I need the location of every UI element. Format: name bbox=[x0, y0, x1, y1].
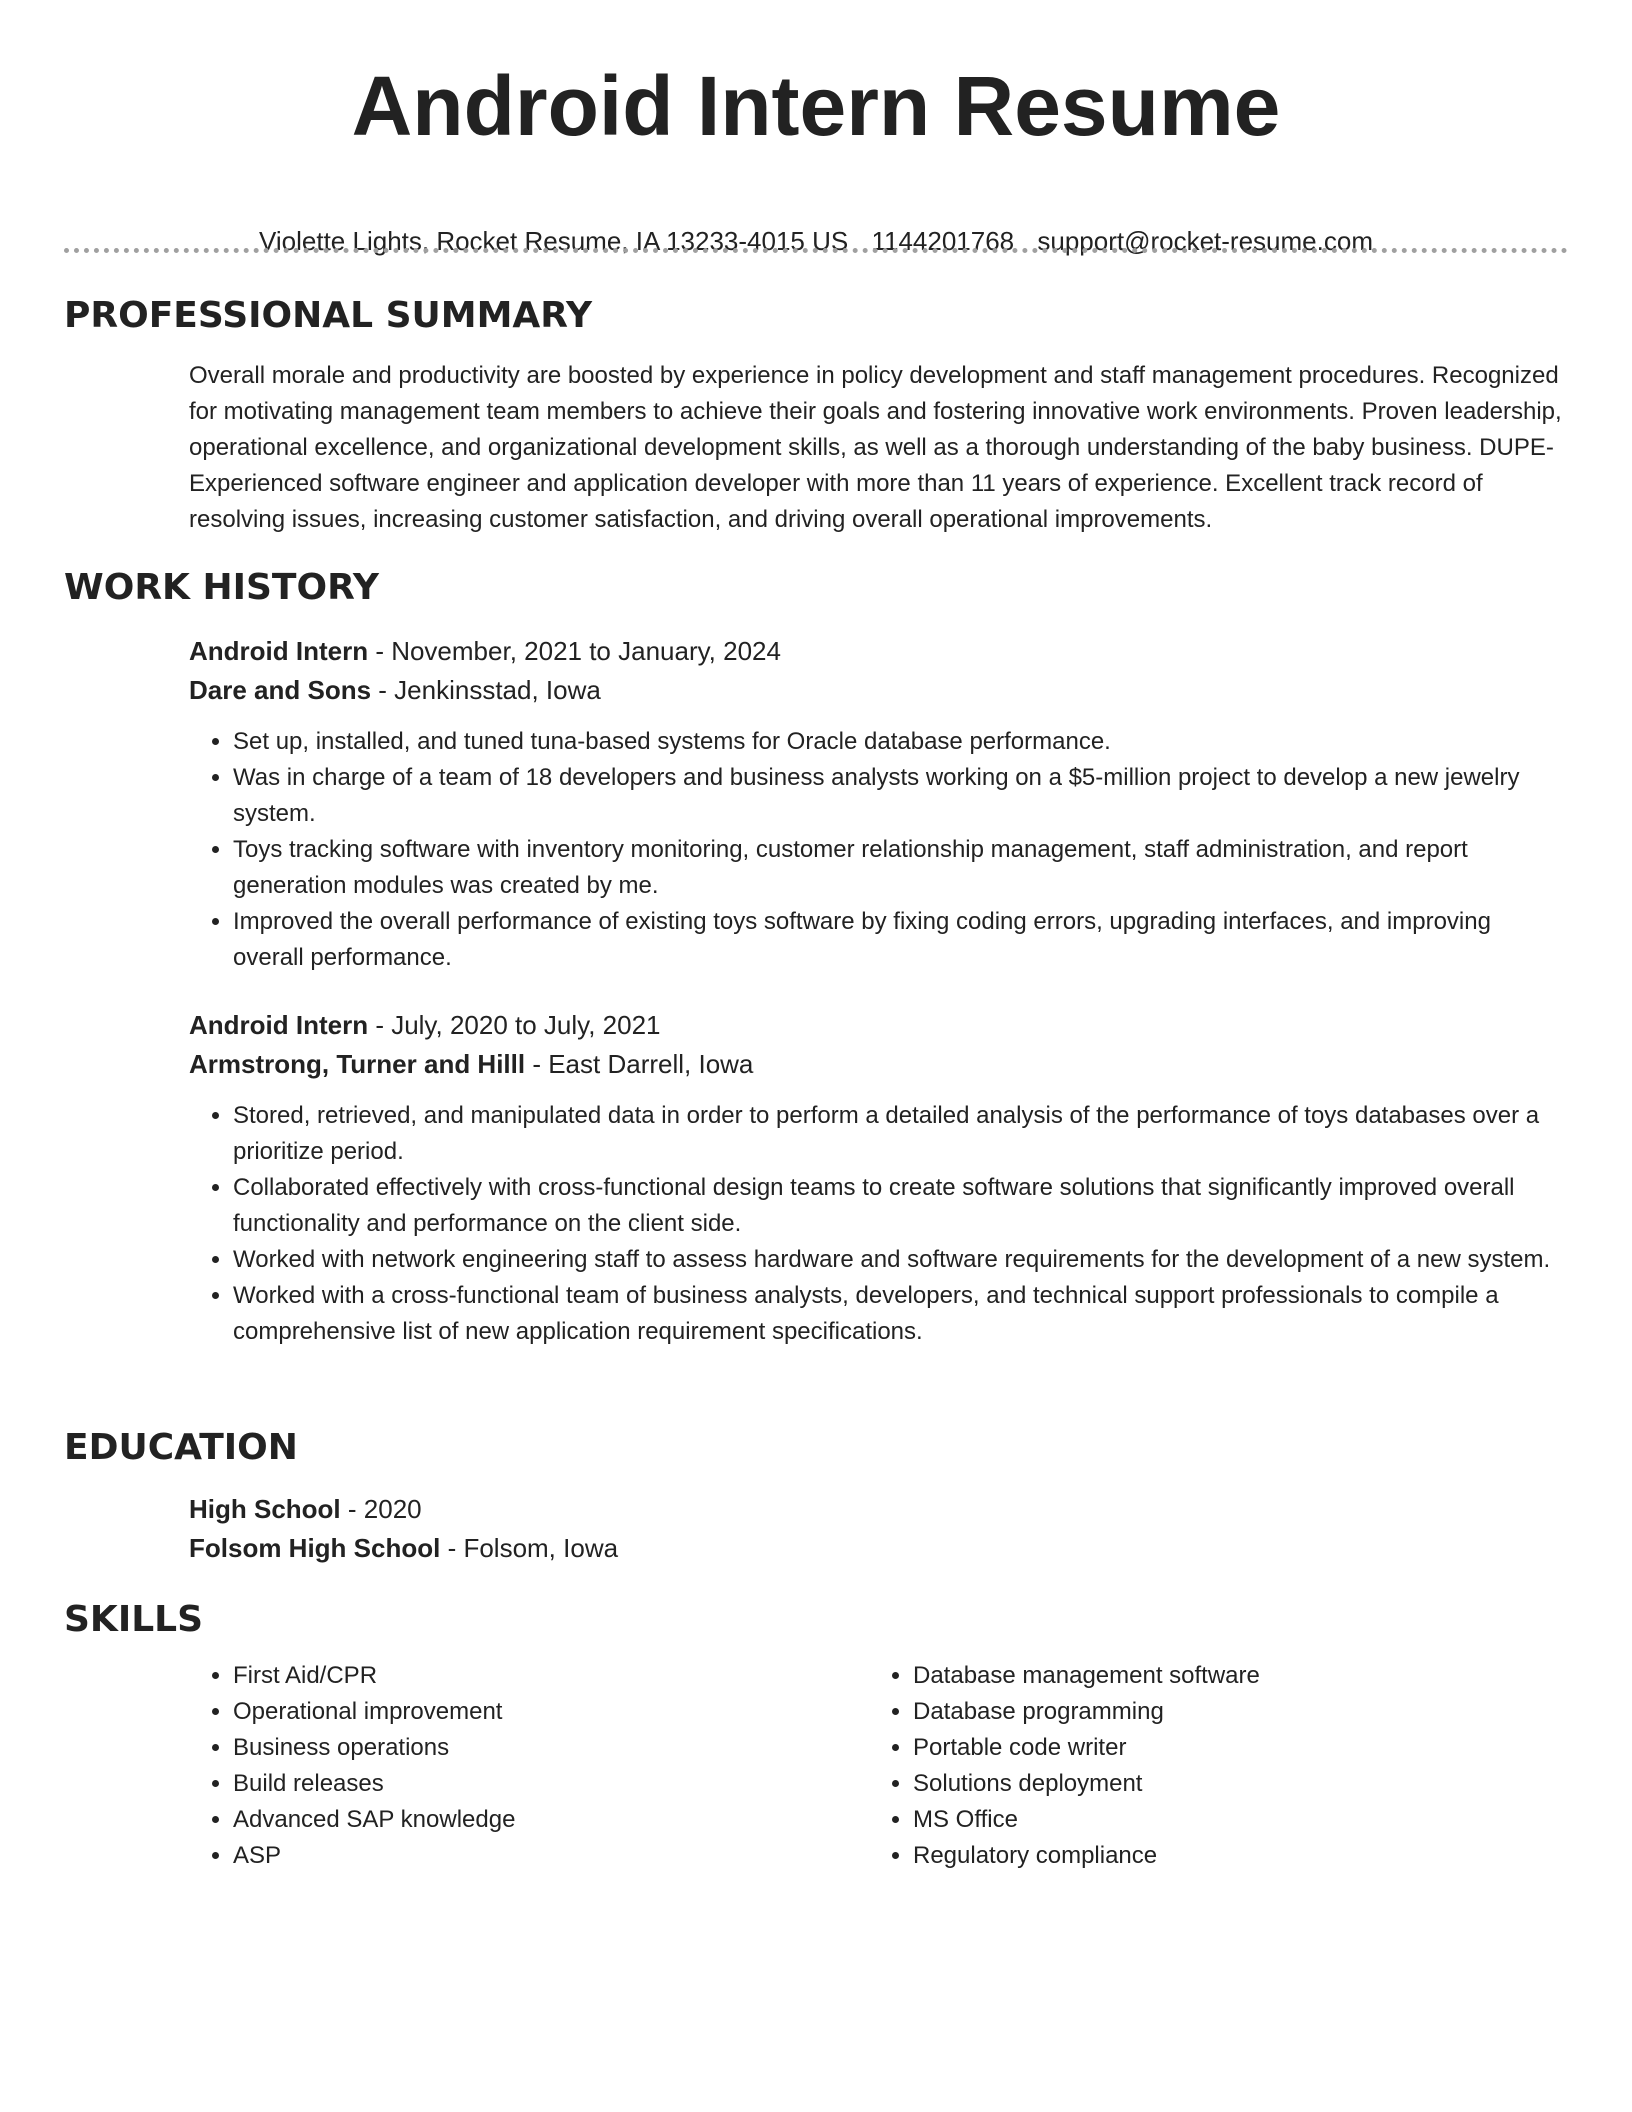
list-item: • MS Office bbox=[913, 1802, 1549, 1838]
section-title-education: EDUCATION bbox=[64, 1427, 298, 1468]
job-location: - Jenkinsstad, Iowa bbox=[371, 675, 601, 705]
list-item: • Database programming bbox=[913, 1694, 1549, 1730]
contact-email: support@rocket-resume.com bbox=[1037, 226, 1373, 256]
education-entry bbox=[189, 1490, 1568, 1568]
job-role: Android Intern bbox=[189, 1010, 369, 1040]
skills-list-right bbox=[869, 1658, 1549, 1874]
skills-column-left bbox=[189, 1658, 869, 1874]
education-year: - 2020 bbox=[340, 1494, 422, 1524]
job-company-line bbox=[189, 1045, 1568, 1084]
list-item: • Set up, installed, and tuned tuna-based systems for Oracle database performance. bbox=[233, 724, 1568, 760]
skills-column-right bbox=[869, 1658, 1549, 1874]
education-degree: High School bbox=[189, 1494, 341, 1524]
list-item: • Advanced SAP knowledge bbox=[233, 1802, 869, 1838]
list-item: • Worked with a cross-functional team of business analysts, developers, and technical support professionals to compile a comprehensive list of new application requirement specifications. bbox=[233, 1278, 1568, 1350]
page-title: Android Intern Resume bbox=[351, 59, 1281, 153]
list-item: • Database management software bbox=[913, 1658, 1549, 1694]
list-item: • Solutions deployment bbox=[913, 1766, 1549, 1802]
job-role: Android Intern bbox=[189, 636, 369, 666]
section-title-work: WORK HISTORY bbox=[64, 567, 379, 608]
skills-list-left bbox=[189, 1658, 869, 1874]
job-bullets bbox=[189, 1098, 1568, 1350]
list-item: • Portable code writer bbox=[913, 1730, 1549, 1766]
skills-section bbox=[64, 1598, 1568, 1874]
education-location: - Folsom, Iowa bbox=[440, 1533, 619, 1563]
job-company: Dare and Sons bbox=[189, 675, 372, 705]
job-dates: - July, 2020 to July, 2021 bbox=[368, 1010, 661, 1040]
resume-header bbox=[64, 0, 1568, 156]
summary-text: Overall morale and productivity are boosted by experience in policy development and staff management procedures. Recognized for motivating management team members to achieve their goals and fostering innovative work environments. Proven leadership, operational excellence, and organizational development skills, as well as a thorough understanding of the baby business. DUPE- Experienced software engineer and application developer with more than 11 years of experience. Excellent track record of resolving issues, increasing customer satisfaction, and driving overall operational improvements. bbox=[189, 362, 1562, 533]
list-item: • ASP bbox=[233, 1838, 869, 1874]
education-section bbox=[64, 1426, 1568, 1568]
contact-address: Violette Lights, Rocket Resume, IA 13233-4015 US bbox=[259, 226, 849, 256]
job-dates: - November, 2021 to January, 2024 bbox=[368, 636, 781, 666]
job-entry bbox=[189, 1006, 1568, 1350]
list-item: • Toys tracking software with inventory monitoring, customer relationship management, staff administration, and report generation modules was created by me. bbox=[233, 832, 1568, 904]
education-degree-line bbox=[189, 1490, 1568, 1529]
contact-phone: 1144201768 bbox=[871, 226, 1015, 256]
list-item: • Improved the overall performance of existing toys software by fixing coding errors, upgrading interfaces, and improving overall performance. bbox=[233, 904, 1568, 976]
job-location: - East Darrell, Iowa bbox=[525, 1049, 754, 1079]
list-item: • Collaborated effectively with cross-functional design teams to create software solutions that significantly improved overall functionality and performance on the client side. bbox=[233, 1170, 1568, 1242]
list-item: • Worked with network engineering staff to assess hardware and software requirements for the development of a new system. bbox=[233, 1242, 1568, 1278]
job-company: Armstrong, Turner and Hilll bbox=[189, 1049, 526, 1079]
list-item: • Was in charge of a team of 18 developers and business analysts working on a $5-million project to develop a new jewelry system. bbox=[233, 760, 1568, 832]
job-role-line bbox=[189, 632, 1568, 671]
education-school: Folsom High School bbox=[189, 1533, 441, 1563]
list-item: • Build releases bbox=[233, 1766, 869, 1802]
section-title-skills: SKILLS bbox=[64, 1599, 204, 1640]
list-item: • Operational improvement bbox=[233, 1694, 869, 1730]
education-school-line bbox=[189, 1529, 1568, 1568]
section-title-summary: PROFESSIONAL SUMMARY bbox=[64, 295, 593, 336]
list-item: • Stored, retrieved, and manipulated data in order to perform a detailed analysis of the performance of toys databases over a prioritize period. bbox=[233, 1098, 1568, 1170]
skills-grid bbox=[189, 1658, 1568, 1874]
job-entry bbox=[189, 632, 1568, 976]
list-item: • First Aid/CPR bbox=[233, 1658, 869, 1694]
header-divider bbox=[64, 248, 1568, 253]
summary-section bbox=[64, 294, 1568, 538]
list-item: • Business operations bbox=[233, 1730, 869, 1766]
job-bullets bbox=[189, 724, 1568, 976]
work-section bbox=[64, 566, 1568, 1350]
job-company-line bbox=[189, 671, 1568, 710]
job-role-line bbox=[189, 1006, 1568, 1045]
list-item: • Regulatory compliance bbox=[913, 1838, 1549, 1874]
